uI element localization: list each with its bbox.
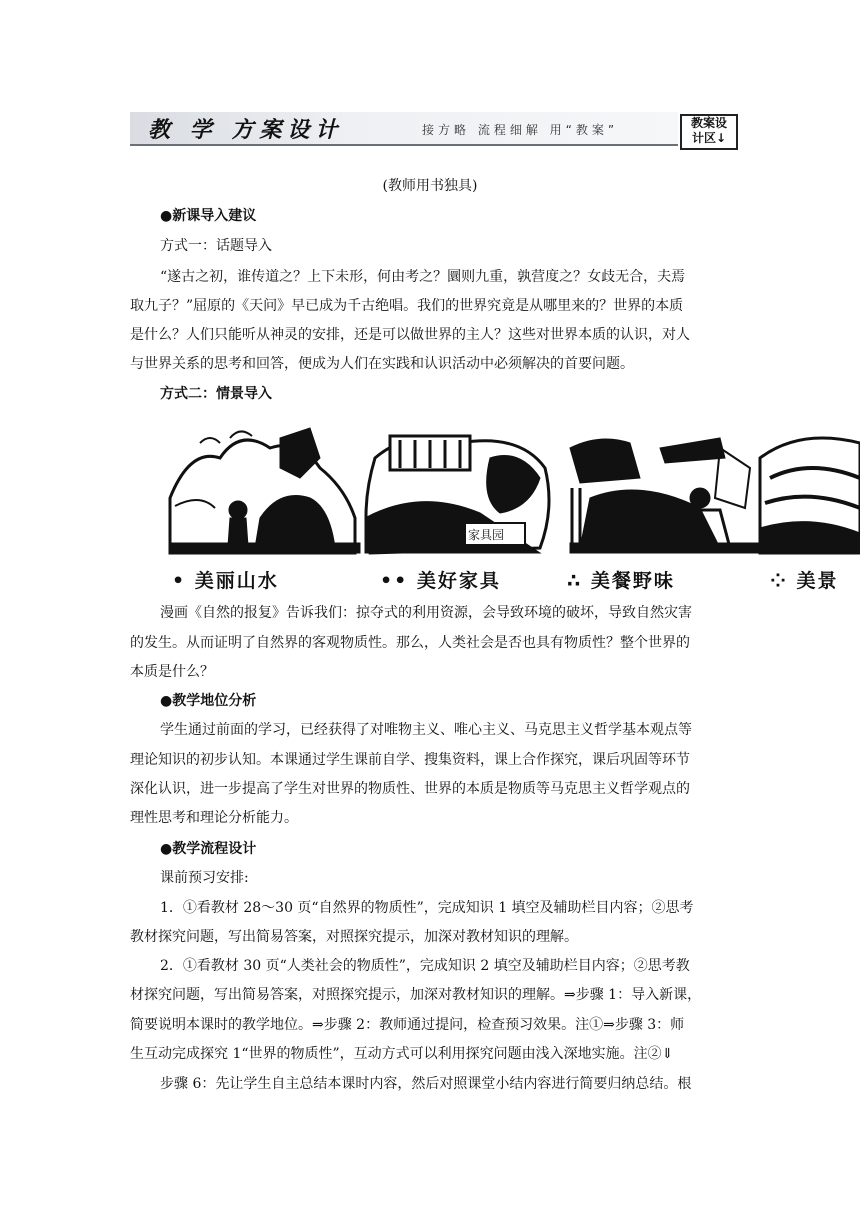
comic-panel-scenery <box>760 438 860 553</box>
paragraph-line: 漫画《自然的报复》告诉我们：掠夺式的利用资源，会导致环境的破坏，导致自然灾害 <box>160 605 692 621</box>
heading-new-lesson: ●新课导入建议 <box>160 208 257 224</box>
paragraph-line: 步骤 6：先让学生自主总结本课时内容，然后对照课堂小结内容进行简要归纳总结。根 <box>160 1076 692 1092</box>
paragraph-line: 的发生。从而证明了自然界的客观物质性。那么，人类社会是否也具有物质性？整个世界的 <box>130 635 690 651</box>
paragraph-line: 深化认识，进一步提高了学生对世界的物质性、世界的本质是物质等马克思主义哲学观点的 <box>130 781 690 797</box>
paragraph-line: 与世界关系的思考和回答，便成为人们在实践和认识活动中必须解决的首要问题。 <box>130 356 634 372</box>
badge-line-1: 教案设 <box>690 116 727 130</box>
banner-title: 教 学 方案设计 <box>148 117 344 143</box>
paragraph-line: 生互动完成探究 1“世界的物质性”，互动方式可以利用探究问题由浅入深地实施。注②⇓ <box>130 1046 674 1062</box>
caption-furniture: •• 美好家具 <box>380 570 501 592</box>
paragraph-line: 本质是什么？ <box>130 664 214 680</box>
caption-view: ⁘ 美景 <box>770 570 839 592</box>
preview-label: 课前预习安排: <box>160 870 249 886</box>
paragraph-line: 取九子？”屈原的《天问》早已成为千古绝唱。我们的世界究竟是从哪里来的？世界的本质 <box>130 298 684 314</box>
paragraph-line: 理论知识的初步认知。本课通过学生课前自学、搜集资料，课上合作探究，课后巩固等环节 <box>130 752 690 768</box>
paragraph-line: “遂古之初，谁传道之？上下未形，何由考之？圜则九重，孰营度之？女歧无合，夫焉 <box>160 269 686 285</box>
paragraph-line: 是什么？人们只能听从神灵的安排，还是可以做世界的主人？这些对世界本质的认识，对人 <box>130 327 690 343</box>
teacher-note: (教师用书独具) <box>382 178 478 194</box>
method-two: 方式二：情景导入 <box>160 386 272 402</box>
badge-line-2: 计区↓ <box>691 131 727 145</box>
furniture-sign: 家具园 <box>468 528 505 542</box>
comic-panel-landscape <box>170 428 360 553</box>
paragraph-line: 材探究问题，写出简易答案，对照探究提示，加深对教材知识的理解。⇒步骤 1：导入新课， <box>130 987 702 1003</box>
design-area-badge <box>680 114 738 150</box>
banner-slogan: 接方略 流程细解 用“教案” <box>422 123 619 137</box>
paragraph-line: 简要说明本课时的教学地位。⇒步骤 2：教师通过提问，检查预习效果。注①⇒步骤 3：师 <box>130 1017 685 1033</box>
heading-teaching-flow: ●教学流程设计 <box>160 841 257 857</box>
paragraph-line: 教材探究问题，写出简易答案，对照探究提示，加深对教材知识的理解。 <box>130 929 578 945</box>
header-banner <box>130 112 678 146</box>
paragraph-line: 理性思考和理论分析能力。 <box>130 810 298 826</box>
caption-scenery: • 美丽山水 <box>172 570 279 592</box>
paragraph-line: 2．①看教材 30 页“人类社会的物质性”，完成知识 2 填空及辅助栏目内容；②思考教 <box>160 958 690 974</box>
caption-meal: ∴ 美餐野味 <box>567 570 675 592</box>
heading-teaching-status: ●教学地位分析 <box>160 693 257 709</box>
paragraph-line: 学生通过前面的学习，已经获得了对唯物主义、唯心主义、马克思主义哲学基本观点等 <box>160 722 692 738</box>
comic-panel-furniture <box>365 436 549 553</box>
paragraph-line: 1．①看教材 28～30 页“自然界的物质性”，完成知识 1 填空及辅助栏目内容；②思考 <box>160 900 694 916</box>
comic-panel-meal <box>570 438 760 553</box>
method-one: 方式一：话题导入 <box>160 238 272 254</box>
